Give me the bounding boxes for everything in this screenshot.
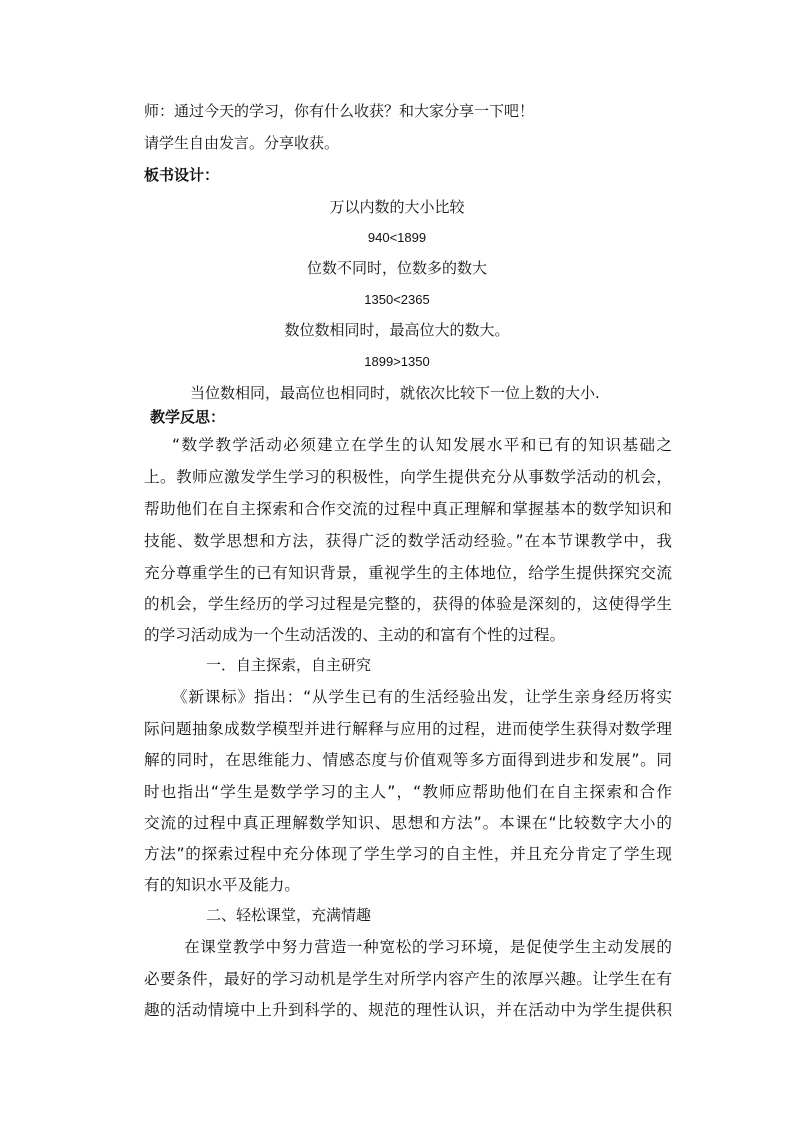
section-1-title: 一．自主探索，自主研究 [206, 656, 372, 674]
board-example-1: 940<1899 [367, 230, 427, 245]
paragraph-line: 的学习活动成为一个生动活泼的、主动的和富有个性的过程。 [144, 626, 566, 644]
student-line: 请学生自由发言。分享收获。 [144, 134, 340, 152]
paragraph-line: 帮助他们在自主探索和合作交流的过程中真正理解和掌握基本的数学知识和 [144, 500, 672, 518]
paragraph-line: 必要条件，最好的学习动机是学生对所学内容产生的浓厚兴趣。让学生在有 [144, 970, 672, 988]
paragraph-line: 时也指出“学生是数学学习的主人”，“教师应帮助他们在自主探索和合作 [144, 783, 672, 801]
board-design-heading: 板书设计： [144, 166, 220, 184]
reflection-heading: 教学反思： [150, 408, 226, 426]
paragraph-line: 充分尊重学生的已有知识背景，重视学生的主体地位，给学生提供探究交流 [144, 564, 672, 582]
teacher-line: 师：通过今天的学习，你有什么收获？和大家分享一下吧！ [144, 102, 535, 120]
board-example-2: 1350<2365 [364, 292, 430, 307]
paragraph-line: 的机会，学生经历的学习过程是完整的，获得的体验是深刻的，这使得学生 [144, 595, 672, 613]
board-title: 万以内数的大小比较 [329, 198, 465, 216]
board-example-3: 1899>1350 [364, 354, 430, 369]
board-rule-2: 数位数相同时，最高位大的数大。 [284, 321, 510, 339]
board-rule-1: 位数不同时，位数多的数大 [306, 259, 487, 277]
paragraph-line: 方法”的探索过程中充分体现了学生学习的自主性，并且充分肯定了学生现 [144, 845, 672, 863]
paragraph-line: 交流的过程中真正理解数学知识、思想和方法”。本课在“比较数字大小的 [144, 814, 672, 832]
section-2-title: 二、轻松课堂，充满情趣 [206, 906, 372, 924]
paragraph-line: 上。教师应激发学生学习的积极性，向学生提供充分从事数学活动的机会， [144, 468, 672, 486]
paragraph-line: 技能、数学思想和方法，获得广泛的数学活动经验。”在本节课教学中，我 [144, 532, 672, 550]
paragraph-line: “数学教学活动必须建立在学生的认知发展水平和已有的知识基础之 [172, 436, 672, 454]
paragraph-line: 有的知识水平及能力。 [144, 876, 300, 894]
paragraph-line: 在课堂教学中努力营造一种宽松的学习环境，是促使学生主动发展的 [184, 938, 672, 956]
paragraph-line: 《新课标》指出：“从学生已有的生活经验出发，让学生亲身经历将实 [172, 688, 672, 706]
board-rule-3: 当位数相同，最高位也相同时，就依次比较下一位上数的大小. [190, 384, 600, 402]
paragraph-line: 解的同时，在思维能力、情感态度与价值观等多方面得到进步和发展”。同 [144, 751, 672, 769]
paragraph-line: 趣的活动情境中上升到科学的、规范的理性认识，并在活动中为学生提供积 [144, 1001, 672, 1019]
paragraph-line: 际问题抽象成数学模型并进行解释与应用的过程，进而使学生获得对数学理 [144, 720, 672, 738]
